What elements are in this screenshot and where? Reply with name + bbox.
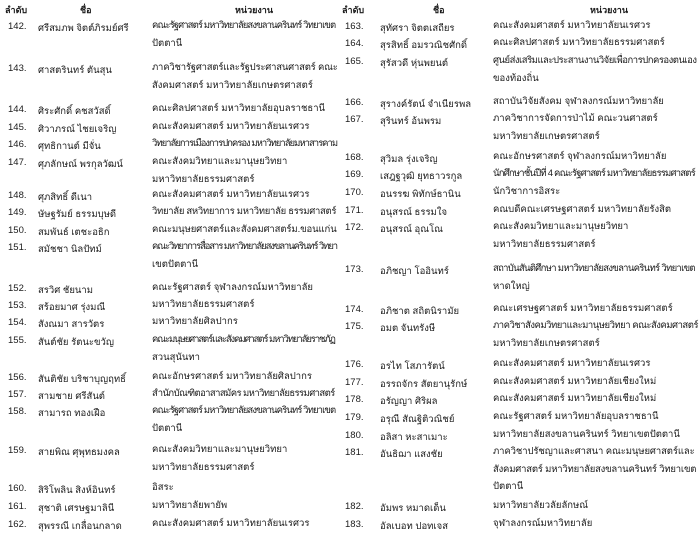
row-number: 170. — [345, 187, 364, 198]
person-name: สุวิมล รุ่งเจริญ — [380, 154, 438, 165]
row-number: 179. — [345, 412, 364, 423]
row-number: 169. — [345, 169, 364, 180]
organization-line: คณะสังคมศาสตร์ มหาวิทยาลัยนเรศวร — [493, 20, 651, 31]
header-name: ชื่อ — [433, 5, 445, 15]
person-name: อภิชญา โออินทร์ — [380, 266, 449, 277]
row-number: 143. — [8, 63, 27, 74]
person-name: สมพันธ์ เตชะอธิก — [38, 227, 110, 238]
person-name: ศิระศักดิ์ คชสวัสดิ์ — [38, 106, 111, 117]
organization-line: ปัตตานี — [152, 422, 183, 434]
row-number: 165. — [345, 56, 364, 67]
person-name: ศิวาภรณ์ ไชยเจริญ — [38, 124, 117, 135]
organization-line: หาดใหญ่ — [493, 280, 530, 292]
row-number: 166. — [345, 97, 364, 108]
row-number: 147. — [8, 157, 27, 168]
organization-line: คณะสังคมศาสตร์ มหาวิทยาลัยนเรศวร — [493, 358, 651, 369]
row-number: 183. — [345, 519, 364, 530]
organization-line: ปัตตานี — [152, 37, 183, 49]
organization-line: สังคมศาสตร์ มหาวิทยาลัยสงขลานครินทร์ วิทยาเขต — [493, 463, 697, 475]
person-name: ศุภสิทธิ์ ดีเนา — [38, 192, 93, 203]
row-number: 175. — [345, 321, 364, 332]
organization-line: คณะสังคมศาสตร์ มหาวิทยาลัยนเรศวร — [152, 121, 310, 132]
person-name: สายพิณ ศุพุทธมงคล — [38, 447, 120, 458]
row-number: 157. — [8, 389, 27, 400]
organization-line: คณะศิลปศาสตร์ มหาวิทยาลัยอุบลราชธานี — [152, 103, 326, 114]
organization-line: สวนสุนันทา — [152, 351, 201, 363]
row-number: 145. — [8, 122, 27, 133]
organization-line: สถาบันสันติศึกษา มหาวิทยาลัยสงขลานครินทร์ วิทยาเขต — [493, 263, 695, 274]
row-number: 182. — [345, 501, 364, 512]
row-number: 154. — [8, 317, 27, 328]
person-name: สุรัสวดี หุ่นพยนต์ — [380, 58, 449, 69]
organization-line: อิสระ — [152, 482, 174, 493]
organization-line: คณะสังคมวิทยาและมานุษยวิทยา — [152, 156, 288, 167]
header-org: หน่วยงาน — [235, 5, 274, 15]
organization-line: ภาควิชาสังคมวิทยาและมานุษยวิทยา คณะสังคมศาสตร์ — [493, 320, 698, 331]
row-number: 142. — [8, 21, 27, 32]
organization-line: มหาวิทยาลัยวลัยลักษณ์ — [493, 500, 589, 511]
person-name: สรวิศ ชัยนาม — [38, 285, 94, 296]
organization-line: สำนักบัณฑิตอาสาสมัคร มหาวิทยาลัยธรรมศาสตร์ — [152, 388, 335, 399]
organization-line: คณะสังคมศาสตร์ มหาวิทยาลัยเชียงใหม่ — [493, 393, 657, 404]
person-name: สันต์ชัย รัตนะขวัญ — [38, 337, 114, 348]
row-number: 161. — [8, 501, 27, 512]
organization-line: คณะรัฐศาสตร์ มหาวิทยาลัยสงขลานครินทร์ วิทยาเขต — [152, 20, 336, 31]
person-name: ศาสตรินทร์ ตันสุน — [38, 65, 112, 76]
person-name: สร้อยมาศ รุ่งมณี — [38, 302, 106, 313]
organization-line: ภาควิชาการจัดการป่าไม้ คณะวนศาสตร์ — [493, 113, 658, 124]
row-number: 172. — [345, 222, 364, 233]
person-name: อนรรฆ พิทักษ์ธานิน — [380, 189, 461, 200]
person-name: สุทัศรา จิตตเสถียร — [380, 23, 455, 34]
row-number: 158. — [8, 406, 27, 417]
organization-line: วิทยาลัยการเมืองการปกครอง มหาวิทยาลัยมหาสารคาม — [152, 138, 338, 149]
organization-line: ปัตตานี — [493, 481, 524, 492]
organization-line: ของท้องถิ่น — [493, 72, 539, 84]
person-name: สุชาติ เศรษฐมาลินี — [38, 503, 115, 514]
row-number: 171. — [345, 205, 364, 216]
organization-line: คณะอักษรศาสตร์ มหาวิทยาลัยศิลปากร — [152, 371, 312, 382]
organization-line: ศูนย์ส่งเสริมและประสานงานวิจัยเพื่อการปกครองตนเอง — [493, 55, 697, 66]
person-name: เสฎฐวุฒิ ยุทธาวรกูล — [380, 171, 463, 182]
organization-line: คณะสังคมศาสตร์ มหาวิทยาลัยนเรศวร — [152, 518, 310, 529]
organization-line: คณะสังคมศาสตร์ มหาวิทยาลัยเชียงใหม่ — [493, 376, 657, 387]
person-name: สังณมา สารวัตร — [38, 319, 105, 330]
person-name: อนุสรณ์ อุณโณ — [380, 224, 443, 235]
organization-line: คณะเศรษฐศาสตร์ มหาวิทยาลัยธรรมศาสตร์ — [493, 303, 673, 314]
organization-line: ภาควิชารัฐศาสตร์และรัฐประศาสนศาสตร์ คณะ — [152, 62, 338, 73]
person-name: อนุสรณ์ ธรรมใจ — [380, 207, 448, 218]
row-number: 153. — [8, 300, 27, 311]
organization-line: นักวิชาการอิสระ — [493, 186, 561, 197]
person-name: อรไท โสภารัตน์ — [380, 361, 445, 372]
row-number: 167. — [345, 114, 364, 125]
organization-line: สังคมศาสตร์ มหาวิทยาลัยเกษตรศาสตร์ — [152, 79, 313, 91]
organization-line: นักศึกษาชั้นปีที่ 4 คณะรัฐศาสตร์ มหาวิทยาลัยธรรมศาสตร์ — [493, 168, 695, 179]
person-name: สมัชชา นิลปัทม์ — [38, 244, 102, 255]
row-number: 164. — [345, 38, 364, 49]
row-number: 155. — [8, 335, 27, 346]
organization-line: มหาวิทยาลัยพายัพ — [152, 500, 228, 511]
row-number: 178. — [345, 394, 364, 405]
person-name: ษัษฐรัมย์ ธรรมบุษดี — [38, 209, 117, 220]
organization-line: วิทยาลัย สหวิทยาการ มหาวิทยาลัย ธรรมศาสตร์ — [152, 206, 337, 217]
person-name: สิริโพลิน สิงห์อินทร์ — [38, 485, 116, 496]
organization-line: สถาบันวิจัยสังคม จุฬาลงกรณ์มหาวิทยาลัย — [493, 96, 664, 107]
organization-line: ภาควิชาปรัชญาและศาสนา คณะมนุษยศาสตร์และ — [493, 446, 695, 457]
row-number: 168. — [345, 152, 364, 163]
person-name: สามารถ ทองเฝือ — [38, 408, 106, 419]
organization-line: มหาวิทยาลัยเกษตรศาสตร์ — [493, 130, 600, 142]
row-number: 180. — [345, 430, 364, 441]
person-name: อัมพร หมาดเด็น — [380, 503, 446, 514]
row-number: 152. — [8, 283, 27, 294]
row-number: 162. — [8, 519, 27, 530]
organization-line: มหาวิทยาลัยศิลปากร — [152, 316, 238, 327]
person-name: สุพรรณี เกลื่อนกลาด — [38, 521, 122, 532]
row-number: 181. — [345, 447, 364, 458]
organization-line: คณะรัฐศาสตร์ จุฬาลงกรณ์มหาวิทยาลัย — [152, 282, 313, 293]
person-name: สุรสิทธิ์ อมรวณิชศักดิ์ — [380, 40, 468, 51]
header-org: หน่วยงาน — [590, 5, 629, 15]
organization-line: คณะรัฐศาสตร์ มหาวิทยาลัยสงขลานครินทร์ วิทยาเขต — [152, 405, 336, 416]
person-name: อมต จันทรังษี — [380, 323, 436, 334]
row-number: 151. — [8, 242, 27, 253]
organization-line: คณะสังคมวิทยาและมานุษยวิทยา — [493, 221, 629, 232]
organization-line: คณะอักษรศาสตร์ จุฬาลงกรณ์มหาวิทยาลัย — [493, 151, 667, 162]
person-name: อลิสา หะสาเมาะ — [380, 432, 448, 443]
person-name: สุรินทร์ อ้นพรม — [380, 116, 442, 127]
organization-line: คณะมนุษยศาสตร์และสังคมศาสตร์ม.ขอนแก่น — [152, 224, 337, 235]
organization-line: มหาวิทยาลัยธรรมศาสตร์ — [152, 299, 255, 310]
organization-line: มหาวิทยาลัยธรรมศาสตร์ — [152, 173, 255, 185]
row-number: 177. — [345, 377, 364, 388]
person-name: สามชาย ศรีสันต์ — [38, 391, 105, 402]
person-name: ศรีสมภพ จิตต์ภิรมย์ศรี — [38, 23, 129, 34]
person-name: อภิชาต สถิตนิรามัย — [380, 306, 460, 317]
person-name: ศุทธิกานต์ มีจั่น — [38, 141, 101, 152]
organization-line: คณะรัฐศาสตร์ มหาวิทยาลัยอุบลราชธานี — [493, 411, 659, 422]
row-number: 159. — [8, 445, 27, 456]
person-name: อรัญญา ศิริผล — [380, 396, 438, 407]
organization-line: คณะศิลปศาสตร์ มหาวิทยาลัยธรรมศาสตร์ — [493, 37, 665, 48]
row-number: 144. — [8, 104, 27, 115]
row-number: 149. — [8, 207, 27, 218]
row-number: 174. — [345, 304, 364, 315]
organization-line: คณะมนุษยศาสตร์และสังคมศาสตร์ มหาวิทยาลัยราชภัฏ — [152, 334, 335, 345]
person-name: สันติชัย บริชาบุญฤทธิ์ — [38, 374, 126, 385]
header-name: ชื่อ — [80, 5, 92, 15]
header-order: ลำดับ — [342, 5, 365, 15]
row-number: 160. — [8, 483, 27, 494]
row-number: 148. — [8, 190, 27, 201]
organization-line: มหาวิทยาลัยธรรมศาสตร์ — [493, 238, 596, 250]
organization-line: จุฬาลงกรณ์มหาวิทยาลัย — [493, 518, 593, 529]
header-order: ลำดับ — [5, 5, 28, 15]
person-name: อรรถจักร สัตยานุรักษ์ — [380, 379, 468, 390]
organization-line: คณะสังคมศาสตร์ มหาวิทยาลัยนเรศวร — [152, 189, 310, 200]
person-name: ศุภลักษณ์ พรกุลวัฒน์ — [38, 159, 123, 170]
row-number: 163. — [345, 21, 364, 32]
organization-line: คณบดีคณะเศรษฐศาสตร์ มหาวิทยาลัยรังสิต — [493, 204, 672, 215]
row-number: 173. — [345, 264, 364, 275]
organization-line: มหาวิทยาลัยสงขลานครินทร์ วิทยาเขตปัตตานี — [493, 429, 680, 440]
person-name: อัลเบอท ปอทเจส — [380, 521, 449, 532]
row-number: 156. — [8, 372, 27, 383]
person-name: อันธิฌา แสงชัย — [380, 449, 443, 460]
row-number: 150. — [8, 225, 27, 236]
row-number: 146. — [8, 139, 27, 150]
person-name: สุรางค์รัตน์ จำเนียรพล — [380, 99, 472, 110]
person-name: อรุณี สัณฐิติวณิชย์ — [380, 414, 455, 425]
organization-line: มหาวิทยาลัยธรรมศาสตร์ — [152, 461, 255, 473]
organization-line: คณะสังคมวิทยาและมานุษยวิทยา — [152, 444, 288, 455]
organization-line: มหาวิทยาลัยเกษตรศาสตร์ — [493, 337, 600, 349]
organization-line: คณะวิทยาการสื่อสาร มหาวิทยาลัยสงขลานครินทร์ วิทยา — [152, 241, 338, 252]
row-number: 176. — [345, 359, 364, 370]
organization-line: เขตปัตตานี — [152, 258, 199, 270]
